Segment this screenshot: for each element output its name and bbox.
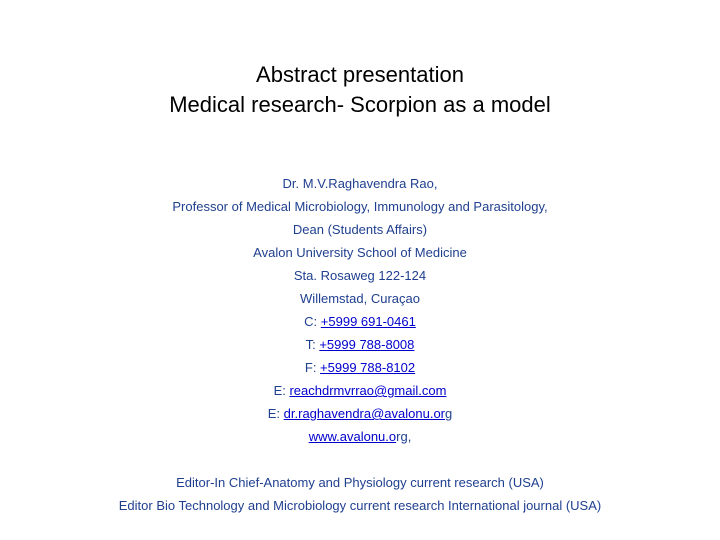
author-institution: Avalon University School of Medicine bbox=[253, 245, 467, 260]
fax-link[interactable]: +5999 788-8102 bbox=[320, 360, 416, 375]
author-position: Professor of Medical Microbiology, Immunology and Parasitology, bbox=[172, 199, 548, 214]
telephone-label: T: bbox=[305, 337, 320, 352]
cell-phone-link[interactable]: +5999 691-0461 bbox=[320, 314, 416, 329]
address-street: Sta. Rosaweg 122-124 bbox=[293, 268, 427, 283]
cell-phone-line bbox=[10, 310, 710, 333]
spacer bbox=[10, 448, 710, 471]
email-1-line bbox=[10, 379, 710, 402]
slide-body bbox=[10, 172, 710, 517]
email-2-part-2: @avalonu.or bbox=[371, 406, 446, 421]
email-1-label: E: bbox=[273, 383, 290, 398]
author-name: Dr. M.V.Raghavendra Rao, bbox=[282, 176, 438, 191]
email-2-part-1: dr.raghavendra bbox=[283, 406, 372, 421]
slide-title bbox=[60, 60, 660, 120]
address-city: Willemstad, Curaçao bbox=[300, 291, 420, 306]
telephone-line bbox=[10, 333, 710, 356]
website-line bbox=[10, 425, 710, 448]
email-2-link[interactable] bbox=[284, 406, 445, 421]
editorship-2: Editor Bio Technology and Microbiology current research International journal (USA) bbox=[118, 498, 602, 513]
email-2-line bbox=[10, 402, 710, 425]
title-line-1: Abstract presentation bbox=[256, 62, 464, 87]
editorship-1: Editor-In Chief-Anatomy and Physiology current research (USA) bbox=[176, 475, 544, 490]
cell-phone-label: C: bbox=[304, 314, 321, 329]
website-link[interactable]: www.avalonu.o bbox=[308, 429, 397, 444]
fax-label: F: bbox=[304, 360, 321, 375]
fax-line bbox=[10, 356, 710, 379]
email-1-link[interactable]: reachdrmvrrao@gmail.com bbox=[289, 383, 447, 398]
title-line-2: Medical research- Scorpion as a model bbox=[169, 92, 551, 117]
email-2-label: E: bbox=[267, 406, 284, 421]
email-2-part-3: g bbox=[445, 406, 453, 421]
website-suffix: rg, bbox=[396, 429, 412, 444]
telephone-link[interactable]: +5999 788-8008 bbox=[319, 337, 415, 352]
author-role: Dean (Students Affairs) bbox=[292, 222, 428, 237]
